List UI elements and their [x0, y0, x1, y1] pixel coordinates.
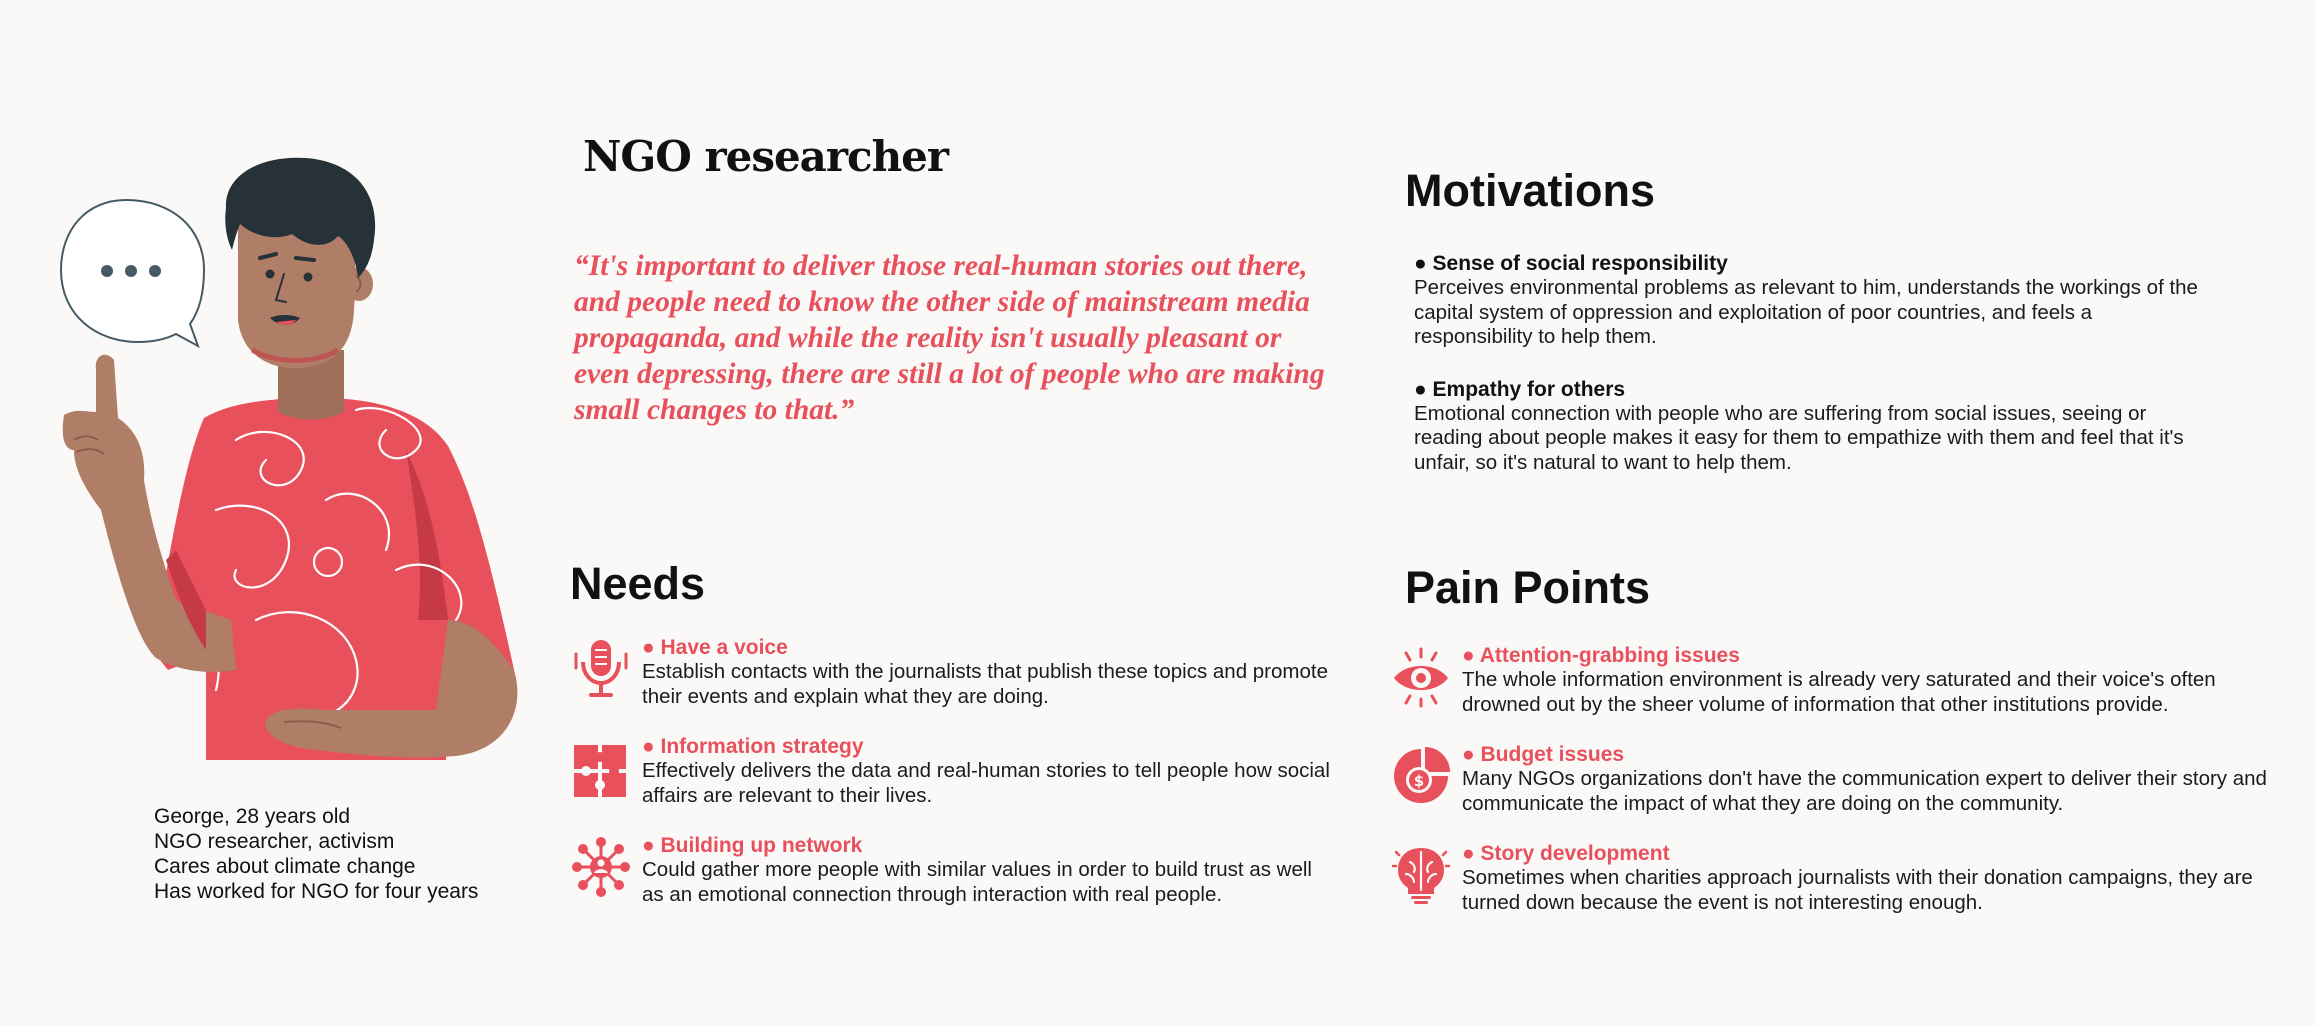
pain-point-title: ● Story development — [1462, 842, 1670, 865]
persona-quote: “It's important to deliver those real-human stories out there, and people need to know the other side of mainstream media propaganda, and while the reality isn't usually pleasant or even depressing, there are still a lot of people who are making small changes to that.” — [574, 250, 1325, 426]
need-item — [572, 636, 1332, 710]
motivation-item — [1414, 377, 2214, 476]
need-item — [572, 735, 1332, 809]
bio-line: Cares about climate change — [154, 855, 416, 878]
bio-line: Has worked for NGO for four years — [154, 880, 479, 903]
pain-point-item — [1392, 743, 2272, 817]
need-text: Could gather more people with similar values in order to build trust as well as an emotional connection through interaction with real people. — [642, 858, 1312, 906]
motivation-title: ● Empathy for others — [1414, 377, 1626, 401]
eye-icon — [1392, 646, 1450, 708]
microphone-icon — [572, 638, 630, 700]
pain-point-item — [1392, 644, 2272, 718]
need-title: ● Information strategy — [642, 735, 864, 758]
need-text: Establish contacts with the journalists that publish these topics and promote their events and explain what they are doing. — [642, 660, 1328, 708]
bio-line: NGO researcher, activism — [154, 830, 395, 853]
persona-title: NGO researcher — [583, 132, 948, 181]
bio-line: George, 28 years old — [154, 805, 351, 828]
motivation-item — [1414, 251, 2214, 350]
svg-text:$: $ — [1413, 772, 1425, 790]
network-icon — [572, 836, 630, 898]
needs-heading: Needs — [570, 558, 706, 609]
needs-list — [572, 636, 1332, 933]
persona-bio — [154, 804, 514, 904]
pain-point-title: ● Budget issues — [1462, 743, 1625, 766]
pain-point-title: ● Attention-grabbing issues — [1462, 644, 1740, 667]
pain-points-heading: Pain Points — [1405, 562, 1651, 613]
motivations-list — [1414, 251, 2214, 502]
pain-point-text: Many NGOs organizations don't have the communication expert to deliver their story and communicate the impact of what they are doing on the community. — [1462, 767, 2267, 815]
persona-illustration — [56, 150, 536, 770]
pain-point-text: Sometimes when charities approach journalists with their donation campaigns, they are turned down because the event is not interesting enough. — [1462, 866, 2253, 914]
need-title: ● Have a voice — [642, 636, 788, 659]
pain-point-item — [1392, 842, 2272, 916]
pain-point-text: The whole information environment is already very saturated and their voice's often drowned out by the sheer volume of information that other institutions provide. — [1462, 668, 2216, 716]
puzzle-icon — [572, 737, 630, 799]
need-title: ● Building up network — [642, 834, 863, 857]
need-item — [572, 834, 1332, 908]
pain-points-list — [1392, 644, 2272, 941]
budget-icon — [1392, 745, 1450, 807]
brain-bulb-icon — [1392, 844, 1450, 906]
motivation-text: Perceives environmental problems as relevant to him, understands the workings of the capital system of oppression and exploitation of poor countries, and feels a responsibility to help them. — [1414, 276, 2198, 348]
motivation-text: Emotional connection with people who are suffering from social issues, seeing or reading about people makes it easy for them to empathize with them and feel that it's unfair, so it's natural to want to help them. — [1414, 401, 2184, 474]
need-text: Effectively delivers the data and real-human stories to tell people how social affairs are relevant to their lives. — [642, 759, 1330, 807]
motivations-heading: Motivations — [1405, 165, 1656, 216]
speech-bubble-icon — [61, 200, 204, 346]
motivation-title: ● Sense of social responsibility — [1414, 252, 1728, 275]
